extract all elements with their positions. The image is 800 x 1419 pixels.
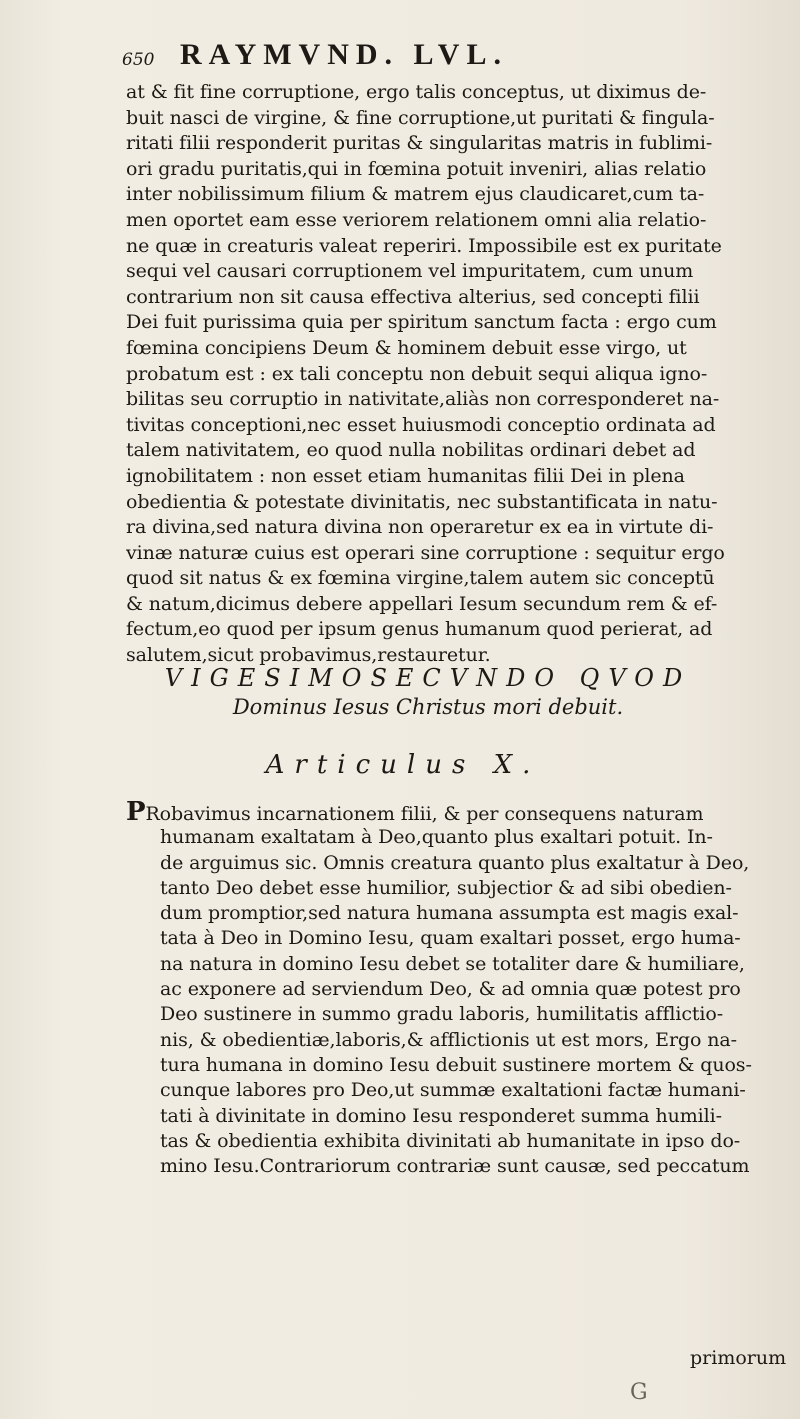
article-line: de arguimus sic. Omnis creatura quanto plus exaltatur à Deo,: [160, 851, 750, 874]
text-line: Dei fuit purissima quia per spiritum sanctum facta : ergo cum: [126, 311, 717, 334]
article-line: tas & obedientia exhibita divinitati ab humanitate in ipso do-: [160, 1129, 741, 1152]
text-line: ori gradu puritatis,qui in fœmina potuit inveniri, alias relatio: [126, 157, 707, 180]
section-heading-main: VIGESIMOSECVNDO QVOD: [164, 664, 692, 692]
article-line: humanam exaltatam à Deo,quanto plus exaltari potuit. In-: [160, 826, 713, 849]
article-line: tata à Deo in Domino Iesu, quam exaltari posset, ergo huma-: [160, 927, 741, 950]
page-number: 650: [122, 50, 155, 70]
text-line: sequi vel causari corruptionem vel impuritatem, cum unum: [126, 260, 694, 283]
body-text: [126, 80, 800, 669]
article-title: Articulus X.: [265, 750, 541, 780]
article-line: ac exponere ad serviendum Deo, & ad omnia quæ potest pro: [160, 978, 741, 1001]
article-line-text: Robavimus incarnationem filii, & per consequens naturam: [145, 803, 704, 825]
page-header: [122, 36, 762, 76]
text-line: salutem,sicut probavimus,restauretur.: [126, 644, 491, 667]
article-line: nis, & obedientiæ,laboris,& afflictionis ut est mors, Ergo na-: [160, 1028, 737, 1051]
text-line: inter nobilissimum filium & matrem ejus claudicaret,cum ta-: [126, 183, 705, 206]
text-line: buit nasci de virgine, & fine corruptione,ut puritati & fingula-: [126, 106, 715, 129]
text-line: ra divina,sed natura divina non operaretur ex ea in virtute di-: [126, 516, 714, 539]
article-line: tati à divinitate in domino Iesu responderet summa humili-: [160, 1104, 722, 1127]
section-heading: [126, 662, 800, 720]
text-line: at & fit fine corruptione, ergo talis conceptus, ut diximus de-: [126, 81, 707, 103]
running-head: RAYMVND. LVL.: [180, 38, 508, 71]
article-line: na natura in domino Iesu debet se totaliter dare & humiliare,: [160, 952, 745, 975]
article-line: dum promptior,sed natura humana assumpta est magis exal-: [160, 902, 739, 925]
text-line: talem nativitatem, eo quod nulla nobilitas ordinari debet ad: [126, 439, 696, 462]
text-line: men oportet eam esse veriorem relationem omni alia relatio-: [126, 208, 707, 231]
text-line: bilitas seu corruptio in nativitate,aliàs non corresponderet na-: [126, 388, 720, 411]
text-line: ne quæ in creaturis valeat reperiri. Impossibile est ex puritate: [126, 234, 722, 257]
text-line: probatum est : ex tali conceptu non debuit sequi aliqua igno-: [126, 362, 708, 385]
section-heading-sub: Dominus Iesus Christus mori debuit.: [232, 695, 624, 719]
text-line: fœmina concipiens Deum & hominem debuit esse virgo, ut: [126, 336, 687, 359]
signature-mark: G: [630, 1380, 648, 1405]
text-line: & natum,dicimus debere appellari Iesum secundum rem & ef-: [126, 592, 718, 615]
drop-cap: P: [126, 800, 146, 826]
article-body: [126, 800, 800, 1179]
article-line: Deo sustinere in summo gradu laboris, humilitatis afflictio-: [160, 1003, 724, 1026]
text-line: quod sit natus & ex fœmina virgine,talem autem sic conceptū: [126, 567, 715, 590]
article-line: tura humana in domino Iesu debuit sustinere mortem & quos-: [160, 1053, 752, 1076]
article-line: mino Iesu.Contrariorum contrariæ sunt causæ, sed peccatum: [160, 1155, 750, 1178]
text-line: tivitas conceptioni,nec esset huiusmodi conceptio ordinata ad: [126, 413, 716, 436]
text-line: ignobilitatem : non esset etiam humanitas filii Dei in plena: [126, 464, 685, 487]
text-line: ritati filii responderit puritas & singularitas matris in fublimi-: [126, 132, 713, 155]
text-line: fectum,eo quod per ipsum genus humanum quod perierat, ad: [126, 618, 713, 641]
article-line: cunque labores pro Deo,ut summæ exaltationi factæ humani-: [160, 1079, 746, 1102]
catchword: primorum: [690, 1347, 787, 1369]
text-line: contrarium non sit causa effectiva alterius, sed concepti filii: [126, 285, 700, 308]
article-line: tanto Deo debet esse humilior, subjectior & ad sibi obedien-: [160, 876, 732, 899]
article-line: [126, 800, 800, 825]
text-line: obedientia & potestate divinitatis, nec substantificata in natu-: [126, 490, 718, 513]
text-line: vinæ naturæ cuius est operari sine corruptione : sequitur ergo: [126, 541, 725, 564]
